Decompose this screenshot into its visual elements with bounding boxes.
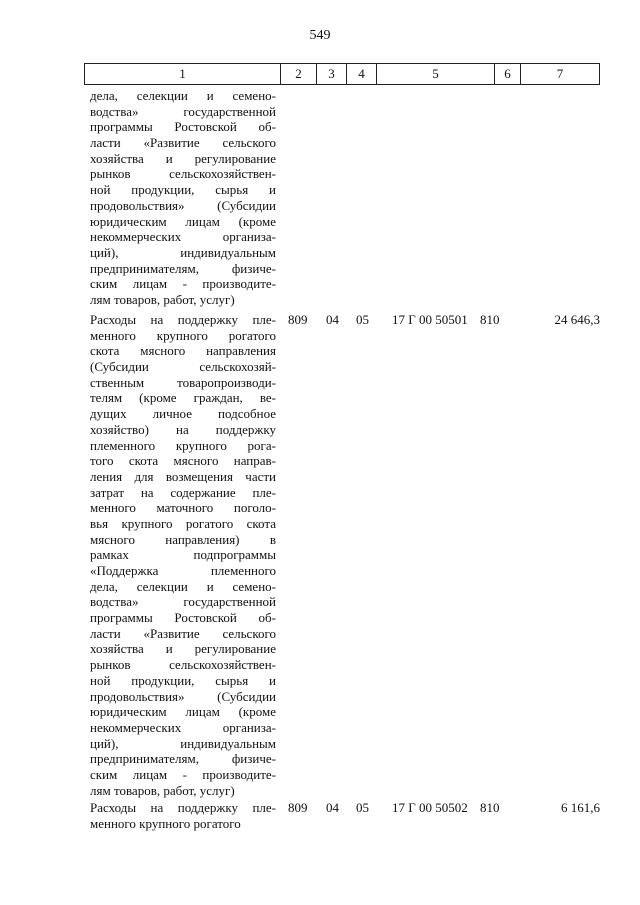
description-line: предпринимателям, физиче- (90, 751, 276, 767)
description-line: хозяйства и регулирование (90, 150, 276, 166)
description-line: лям товаров, работ, услуг) (90, 782, 235, 798)
page-number: 549 (309, 28, 331, 43)
description-line: юридическим лицам (кроме (90, 213, 276, 229)
header-col-5: 5 (377, 64, 495, 84)
description-line: Расходы на поддержку пле- (90, 312, 276, 327)
table-header (84, 63, 600, 85)
description-line: предпринимателям, физиче- (90, 260, 276, 276)
row-description (90, 312, 276, 798)
description-line: ственным товаропроизводи- (90, 374, 276, 390)
description-line: хозяйства и регулирование (90, 641, 276, 657)
description-line: лям товаров, работ, услуг) (90, 291, 235, 307)
header-col-2: 2 (281, 64, 317, 84)
description-line: ласти «Развитие сельского (90, 135, 276, 151)
header-col-6: 6 (495, 64, 521, 84)
amount: 6 161,6 (561, 800, 600, 815)
description-line: программы Ростовской об- (90, 119, 276, 135)
header-col-7: 7 (556, 66, 564, 81)
description-line: некоммерческих организа- (90, 719, 276, 735)
description-line: ной продукции, сырья и (90, 182, 276, 198)
description-line: менного крупного рогатого (90, 815, 241, 831)
description-line: ления для возмещения части (90, 468, 276, 484)
description-line: мясного направления) в (90, 531, 276, 547)
description-line: вья крупного рогатого скота (90, 515, 276, 531)
description-line: водства» государственной (90, 594, 276, 610)
description-line: ций), индивидуальным (90, 244, 276, 260)
subsection-code: 05 (356, 312, 369, 327)
expense-type-code: 810 (480, 312, 500, 327)
description-line: ций), индивидуальным (90, 735, 276, 751)
description-line: племенного крупного рога- (90, 437, 276, 453)
grbs-code: 809 (288, 312, 308, 327)
description-line: того скота мясного направ- (90, 453, 276, 469)
description-line: скота мясного направления (90, 343, 276, 359)
description-line: ной продукции, сырья и (90, 672, 276, 688)
description-line: менного крупного рогатого (90, 327, 276, 343)
section-code: 04 (326, 800, 339, 815)
row-description (90, 88, 276, 308)
description-line: менного маточного поголо- (90, 500, 276, 516)
description-line: «Поддержка племенного (90, 563, 276, 578)
target-code: 17 Г 00 50502 (392, 800, 468, 815)
subsection-code: 05 (356, 800, 369, 815)
description-line: дущих личное подсобное (90, 406, 276, 422)
description-line: водства» государственной (90, 103, 276, 119)
grbs-code: 809 (288, 800, 308, 815)
expense-type-code: 810 (480, 800, 500, 815)
description-line: телям (кроме граждан, ве- (90, 390, 276, 406)
description-line: рынков сельскохозяйствен- (90, 166, 276, 182)
description-line: хозяйство) на поддержку (90, 421, 276, 437)
description-line: ским лицам - производите- (90, 766, 276, 782)
header-col-1: 1 (85, 64, 281, 84)
description-line: затрат на содержание пле- (90, 484, 276, 500)
description-line: ским лицам - производите- (90, 276, 276, 292)
description-line: (Субсидии сельскохозяй- (90, 359, 276, 375)
description-line: дела, селекции и семено- (90, 88, 276, 103)
section-code: 04 (326, 312, 339, 327)
description-line: некоммерческих организа- (90, 229, 276, 245)
description-line: рынков сельскохозяйствен- (90, 657, 276, 673)
amount: 24 646,3 (554, 312, 600, 327)
description-line: продовольствия» (Субсидии (90, 688, 276, 704)
description-line: рамках подпрограммы (90, 547, 276, 563)
header-col-3: 3 (317, 64, 347, 84)
description-line: юридическим лицам (кроме (90, 704, 276, 720)
target-code: 17 Г 00 50501 (392, 312, 468, 327)
description-line: программы Ростовской об- (90, 610, 276, 626)
description-line: ласти «Развитие сельского (90, 625, 276, 641)
header-col-4: 4 (347, 64, 377, 84)
description-line: дела, селекции и семено- (90, 578, 276, 594)
row-description (90, 800, 276, 831)
description-line: Расходы на поддержку пле- (90, 800, 276, 815)
description-line: продовольствия» (Субсидии (90, 197, 276, 213)
